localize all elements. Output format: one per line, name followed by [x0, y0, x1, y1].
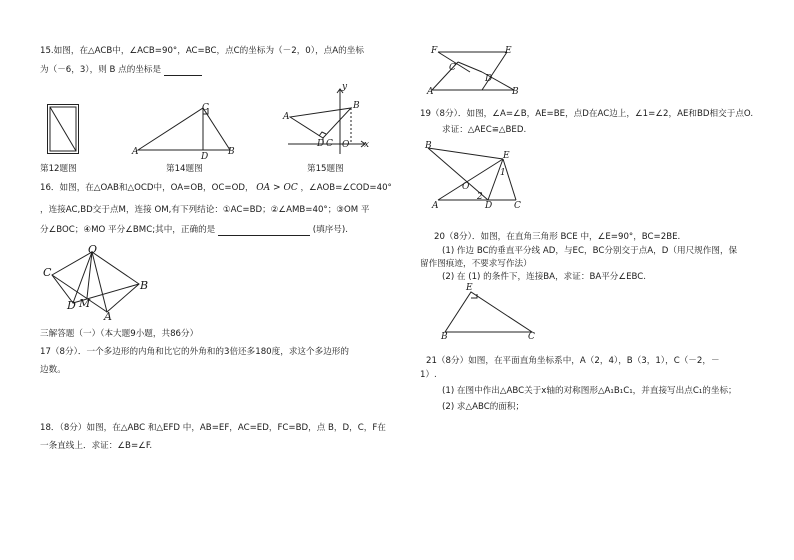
fig15-label-x: x [364, 140, 370, 150]
fig19-label-o: O [462, 182, 470, 192]
fig18-label-f: F [431, 46, 438, 56]
fig16-label-d: D [67, 299, 76, 312]
q20-line4: (2) 在 (1) 的条件下，连接BA，求证：BA平分∠EBC. [442, 272, 647, 282]
q16-answer-blank[interactable] [218, 226, 310, 236]
q21-line4: (2) 求△ABC的面积； [442, 402, 525, 412]
fig16-label-o: O [88, 243, 98, 256]
fig19-label-e: E [503, 151, 510, 161]
q16-line3 [40, 224, 348, 236]
q15-line2 [40, 64, 202, 76]
fig18-label-a: A [427, 87, 434, 97]
fig14-label-d: D [201, 152, 209, 162]
fig16-label-m: M [79, 297, 91, 310]
q21-line2: 1）. [420, 370, 437, 380]
q18-line2: 一条直线上．求证：∠B=∠F. [40, 441, 153, 451]
fig16-label-a: A [104, 310, 112, 323]
fig14-label-b: B [228, 147, 235, 157]
fig16-label-b: B [140, 279, 149, 292]
q16-line1-text: 16．如图，在△OAB和△OCD中，OA=OB，OC=OD， [40, 183, 254, 193]
fig15-label-b: B [353, 101, 360, 111]
fig19-label-a: A [432, 201, 439, 211]
fig20-label-c: C [528, 332, 535, 342]
q21-line3: (1) 在图中作出△ABC关于x轴的对称图形△A₁B₁C₁，并直接写出点C₁的坐标； [442, 386, 737, 396]
figure-12 [47, 104, 87, 160]
q15-line2-text: 为（－6，3），则 B 点的坐标是 [40, 65, 162, 75]
fig18-label-c: C [449, 63, 456, 73]
q19-line2: 求证：△AEC≌△BED. [442, 125, 527, 135]
fig20-label-e: E [466, 283, 473, 293]
q15-answer-blank[interactable] [164, 66, 202, 76]
q20-line2: (1) 作边 BC的垂直平分线 AD，与EC，BC分别交于点A，D（用尺规作图，保 [442, 246, 738, 256]
fig19-label-b: B [425, 141, 432, 151]
q16-line3-tail: (填序号). [312, 225, 348, 235]
fig20-label-b: B [441, 332, 448, 342]
fig18-label-e: E [505, 46, 512, 56]
caption-fig12: 第12题图 [40, 164, 77, 174]
q17-line1: 17（8分）．一个多边形的内角和比它的外角和的3倍还多180度，求这个多边形的 [40, 347, 349, 357]
fig15-label-d: D [317, 139, 325, 149]
fig15-label-y: y [342, 82, 348, 92]
fig19-label-2: 2 [477, 192, 483, 202]
fig19-label-1: 1 [500, 168, 506, 178]
q16-inline-math: OA > OC [256, 183, 298, 193]
fig18-label-b: B [512, 87, 519, 97]
q21-line1: 21（8分）如图，在平面直角坐标系中，A（2，4），B（3，1），C（－2，－ [426, 356, 720, 366]
fig15-label-a: A [283, 112, 290, 122]
q16-line3-text: 分∠BOC；④MO 平分∠BMC;其中，正确的是 [40, 225, 216, 235]
q19-line1: 19（8分）．如图，∠A=∠B，AE=BE，点D在AC边上，∠1=∠2，AE和BD相交于点O. [420, 109, 754, 119]
fig14-label-a: A [132, 147, 139, 157]
q16-line1-tail: ，∠AOB=∠COD=40° [300, 183, 392, 193]
q16-line1 [40, 182, 392, 194]
section-heading: 三解答题（一）（本大题9小题，共86分） [40, 329, 199, 339]
fig15-label-o: O [342, 140, 350, 150]
q15-line1: 15.如图，在△ACB中，∠ACB=90°，AC=BC，点C的坐标为（－2，0），点A的坐标 [40, 46, 364, 56]
fig15-label-c: C [326, 139, 333, 149]
q18-line1: 18．（8分）如图，在△ABC 和△EFD 中，AB=EF，AC=ED，FC=BD，点 B，D，C，F在 [40, 423, 386, 433]
q16-line2: ，连接AC,BD交于点M，连接 OM,有下列结论：①AC=BD；②∠AMB=40°；③OM 平 [40, 205, 370, 215]
fig16-label-c: C [43, 266, 52, 279]
caption-fig15: 第15题图 [307, 164, 344, 174]
fig19-label-d: D [485, 201, 493, 211]
caption-fig14: 第14题图 [166, 164, 203, 174]
fig14-label-c: C [202, 103, 209, 113]
q20-line3: 留作图痕迹，不要求写作法） [420, 259, 532, 269]
fig19-label-c: C [514, 201, 521, 211]
q20-line1: 20（8分）．如图，在直角三角形 BCE 中，∠E=90°，BC=2BE. [434, 232, 681, 242]
q17-line2: 边数。 [40, 365, 66, 375]
fig18-label-d: D [485, 74, 493, 84]
